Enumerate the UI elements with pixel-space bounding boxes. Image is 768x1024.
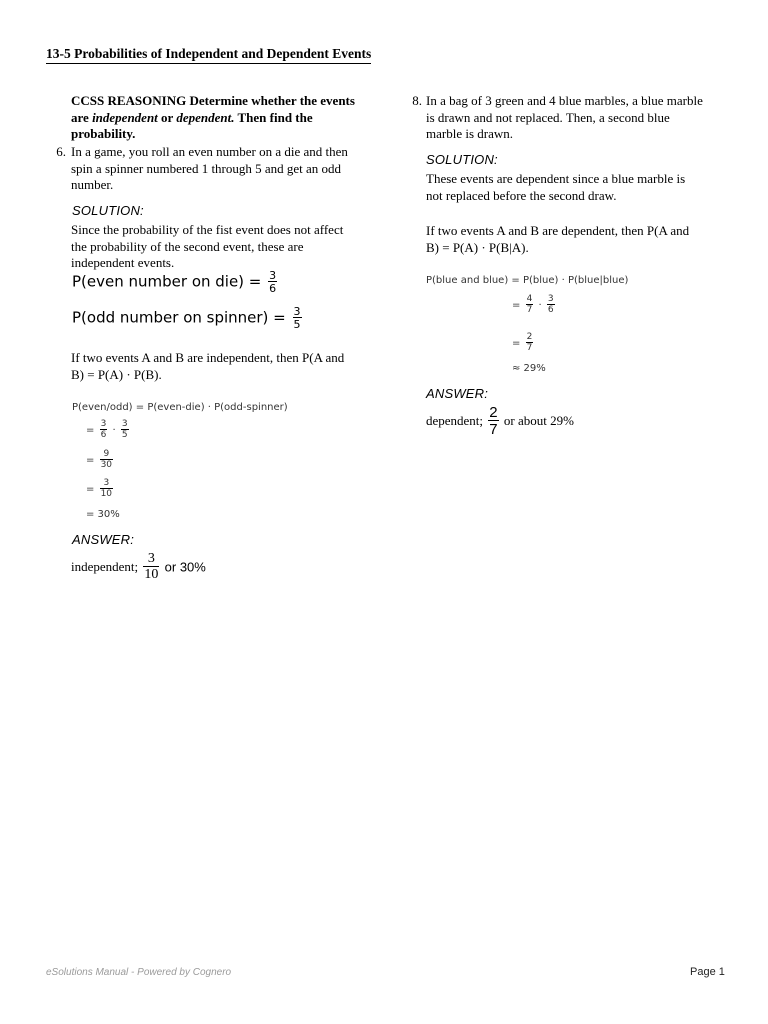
problem8-rule-line: B) = P(A) · P(B|A). <box>426 239 529 255</box>
eq2-num: 3 <box>293 305 301 318</box>
page-number: Page 1 <box>690 966 725 978</box>
step1-frac-b <box>121 420 129 440</box>
problem8-explanation-line: These events are dependent since a blue marble is <box>426 171 686 186</box>
problem6-rule-line: If two events A and B are independent, then P(A and <box>71 350 345 365</box>
problem6-explanation <box>71 222 381 272</box>
eq2-lhs: P(odd number on spinner) = <box>72 308 286 327</box>
problem8-rule-line: If two events A and B are dependent, then P(A and <box>426 223 690 238</box>
problem8-rule <box>426 223 746 256</box>
problem8-question-line: In a bag of 3 green and 4 blue marbles, a blue marble <box>426 93 703 108</box>
p8-step2-den: 7 <box>526 343 533 353</box>
step3-frac <box>100 479 113 499</box>
problem8-solution-label: SOLUTION: <box>426 152 498 167</box>
problem6-explanation-line: independent events. <box>71 255 175 270</box>
problem8-step-3: ≈ 29% <box>512 363 546 374</box>
step3-den: 10 <box>100 489 113 499</box>
instructions-lead: CCSS REASONING <box>71 93 187 108</box>
problem6-answer-label: ANSWER: <box>72 532 135 547</box>
answer6-num: 3 <box>147 551 155 566</box>
problem6-question <box>71 144 381 194</box>
step1-a-num: 3 <box>100 419 107 429</box>
problem6-number: 6. <box>56 144 66 159</box>
eq1-den: 6 <box>269 282 277 295</box>
problem8-step-1 <box>512 295 557 315</box>
step1-a-den: 6 <box>100 430 107 440</box>
problem8-calc-header: P(blue and blue) = P(blue) · P(blue|blue) <box>426 275 629 286</box>
step2-den: 30 <box>100 460 113 470</box>
step2-frac <box>100 450 113 470</box>
times-dot: · <box>112 425 116 436</box>
problem6-answer <box>71 552 206 582</box>
answer6-prefix: independent; <box>71 559 139 574</box>
answer6-fraction <box>143 552 159 582</box>
equals-sign: = <box>86 455 95 466</box>
answer8-prefix: dependent; <box>426 413 484 428</box>
problem8-answer <box>426 405 574 437</box>
problem6-question-line: number. <box>71 177 114 192</box>
problem6-step-3 <box>86 479 115 499</box>
instructions-part2: or <box>161 109 174 125</box>
problem6-equation-2 <box>72 306 304 330</box>
instructions-part3: Then find the probability. <box>71 109 313 141</box>
answer8-num: 2 <box>489 404 498 421</box>
problem8-explanation-line: not replaced before the second draw. <box>426 187 617 203</box>
step1-b-den: 5 <box>121 430 128 440</box>
p8-step1-b-num: 3 <box>547 294 554 304</box>
times-dot: · <box>538 300 542 311</box>
problem8-step-2 <box>512 333 535 353</box>
p8-step1-a-den: 7 <box>526 305 533 315</box>
problem6-question-line: spin a spinner numbered 1 through 5 and get an odd <box>71 160 342 176</box>
instructions-word2: dependent. <box>176 109 235 125</box>
page-title: 13-5 Probabilities of Independent and Dependent Events <box>46 46 371 64</box>
problem6-explanation-line: the probability of the second event, these are <box>71 238 304 254</box>
p8-step2-num: 2 <box>526 332 533 342</box>
p8-step1-b-den: 6 <box>547 305 554 315</box>
equals-sign: = <box>86 484 95 495</box>
equals-sign: = <box>512 338 521 349</box>
equals-sign: = <box>86 425 95 436</box>
answer8-suffix: or about 29% <box>503 413 574 428</box>
eq2-fraction <box>293 306 302 330</box>
problem8-answer-label: ANSWER: <box>426 386 489 401</box>
eq2-den: 5 <box>293 318 301 331</box>
problem6-step-2 <box>86 450 115 470</box>
problem8-explanation <box>426 171 746 204</box>
problem8-question-line: marble is drawn. <box>426 126 514 141</box>
instructions <box>71 93 371 143</box>
problem8-question-line: is drawn and not replaced. Then, a second blue <box>426 109 670 125</box>
p8-step2-frac <box>526 333 534 353</box>
p8-step1-a-num: 4 <box>526 294 533 304</box>
footer-credit: eSolutions Manual - Powered by Cognero <box>46 967 232 978</box>
eq1-lhs: P(even number on die) = <box>72 272 262 291</box>
answer8-fraction <box>488 405 498 437</box>
step1-b-num: 3 <box>121 419 128 429</box>
instructions-part1: Determine whether the events are <box>71 93 355 125</box>
problem6-calc-header: P(even/odd) = P(even-die) · P(odd-spinner) <box>72 402 288 413</box>
problem6-equation-1 <box>72 270 279 294</box>
instructions-word1: independent <box>92 109 158 125</box>
p8-step1-frac-a <box>526 295 534 315</box>
problem8-question <box>426 93 746 143</box>
equals-sign: = <box>512 300 521 311</box>
answer6-den: 10 <box>144 567 159 582</box>
problem8-number: 8. <box>412 93 422 108</box>
problem6-explanation-line: Since the probability of the fist event does not affect <box>71 222 344 237</box>
problem6-solution-label: SOLUTION: <box>72 203 144 218</box>
step1-frac-a <box>100 420 108 440</box>
step3-num: 3 <box>103 478 110 488</box>
problem6-step-4: = 30% <box>86 509 120 520</box>
eq1-num: 3 <box>269 269 277 282</box>
problem6-question-line: In a game, you roll an even number on a die and then <box>71 144 348 159</box>
problem6-rule <box>71 350 381 383</box>
eq1-fraction <box>268 270 277 294</box>
step2-num: 9 <box>103 449 110 459</box>
answer8-den: 7 <box>489 421 498 438</box>
problem6-step-1 <box>86 420 131 440</box>
problem6-rule-line: B) = P(A) · P(B). <box>71 366 162 382</box>
answer6-suffix: or 30% <box>164 559 206 575</box>
p8-step1-frac-b <box>547 295 555 315</box>
